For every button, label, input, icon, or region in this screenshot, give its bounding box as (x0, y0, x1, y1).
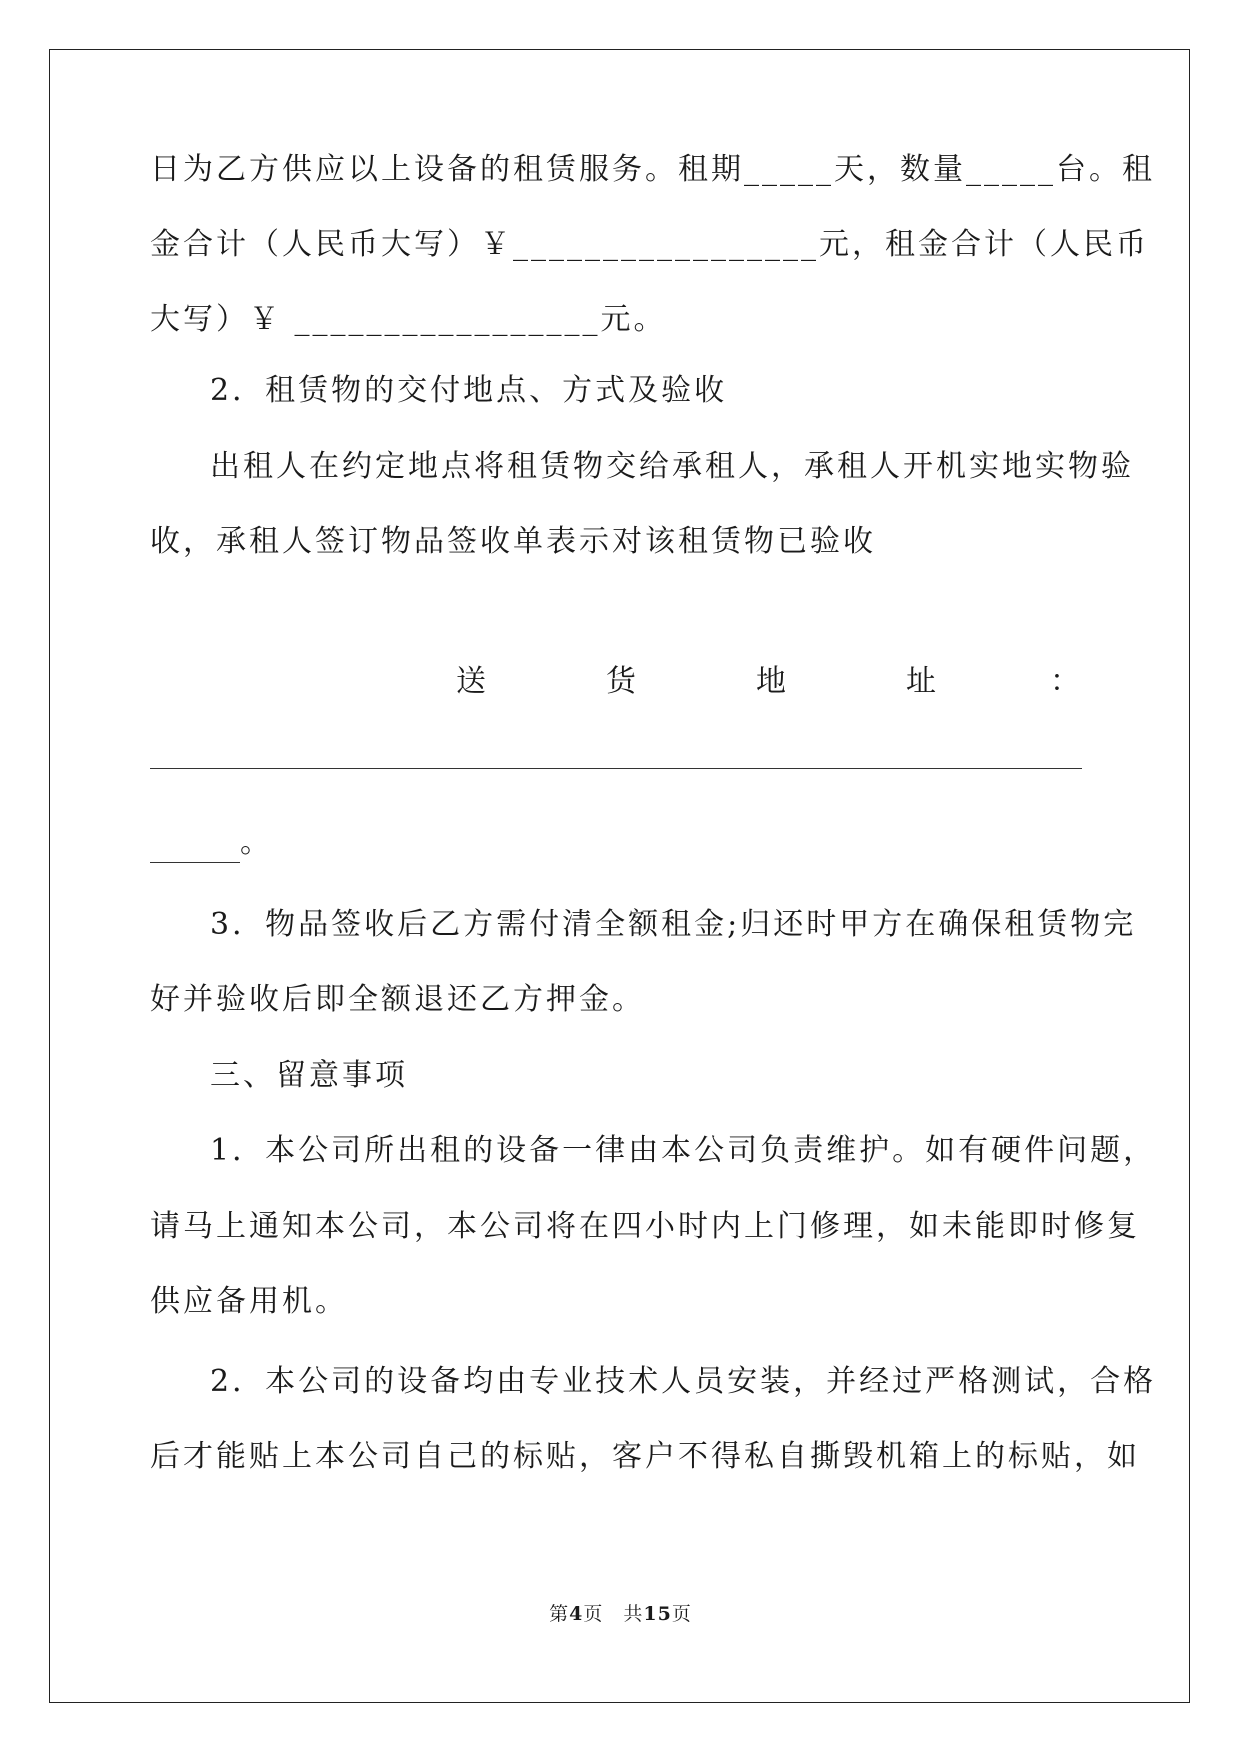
address-char: 址 (906, 664, 936, 699)
address-fill-line (150, 768, 1082, 769)
address-fill-end (150, 823, 273, 863)
footer-mid: 页 共 (583, 1603, 644, 1625)
footer-prefix: 第 (549, 1603, 570, 1625)
footer-suffix: 页 (671, 1603, 692, 1625)
paragraph-line: 收，承租人签订物品签收单表示对该租赁物已验收 (150, 524, 876, 559)
paragraph-line: 出租人在约定地点将租赁物交给承租人，承租人开机实地实物验 (210, 449, 1134, 484)
paragraph-line: 大写）￥ _________________元。 (150, 302, 667, 337)
delivery-address-label (150, 662, 1080, 702)
paragraph-line: 3．物品签收后乙方需付清全额租金;归还时甲方在确保租赁物完 (210, 907, 1137, 942)
address-char: 送 (456, 664, 486, 699)
section-heading-delivery: 2．租赁物的交付地点、方式及验收 (210, 373, 728, 408)
paragraph-line: 2．本公司的设备均由专业技术人员安装，并经过严格测试，合格 (210, 1364, 1157, 1399)
current-page-number: 4 (569, 1603, 584, 1625)
address-char: 货 (606, 664, 636, 699)
paragraph-line: 1．本公司所出租的设备一律由本公司负责维护。如有硬件问题， (210, 1133, 1157, 1168)
page-footer (0, 1602, 1241, 1626)
period: 。 (240, 825, 273, 860)
section-heading-notes: 三、留意事项 (210, 1058, 408, 1093)
paragraph-line: 请马上通知本公司，本公司将在四小时内上门修理，如未能即时修复 (150, 1209, 1140, 1244)
address-fill-short-line (150, 834, 240, 863)
paragraph-line: 供应备用机。 (150, 1284, 348, 1319)
address-colon: ： (1050, 664, 1080, 699)
paragraph-line: 后才能贴上本公司自己的标贴，客户不得私自撕毁机箱上的标贴，如 (150, 1439, 1140, 1474)
paragraph-line: 金合计（人民币大写）￥_________________元，租金合计（人民币 (150, 227, 1149, 262)
total-page-number: 15 (643, 1603, 672, 1625)
paragraph-line: 好并验收后即全额退还乙方押金。 (150, 982, 645, 1017)
address-char: 地 (756, 664, 786, 699)
paragraph-line: 日为乙方供应以上设备的租赁服务。租期_____天，数量_____台。租 (150, 152, 1155, 187)
